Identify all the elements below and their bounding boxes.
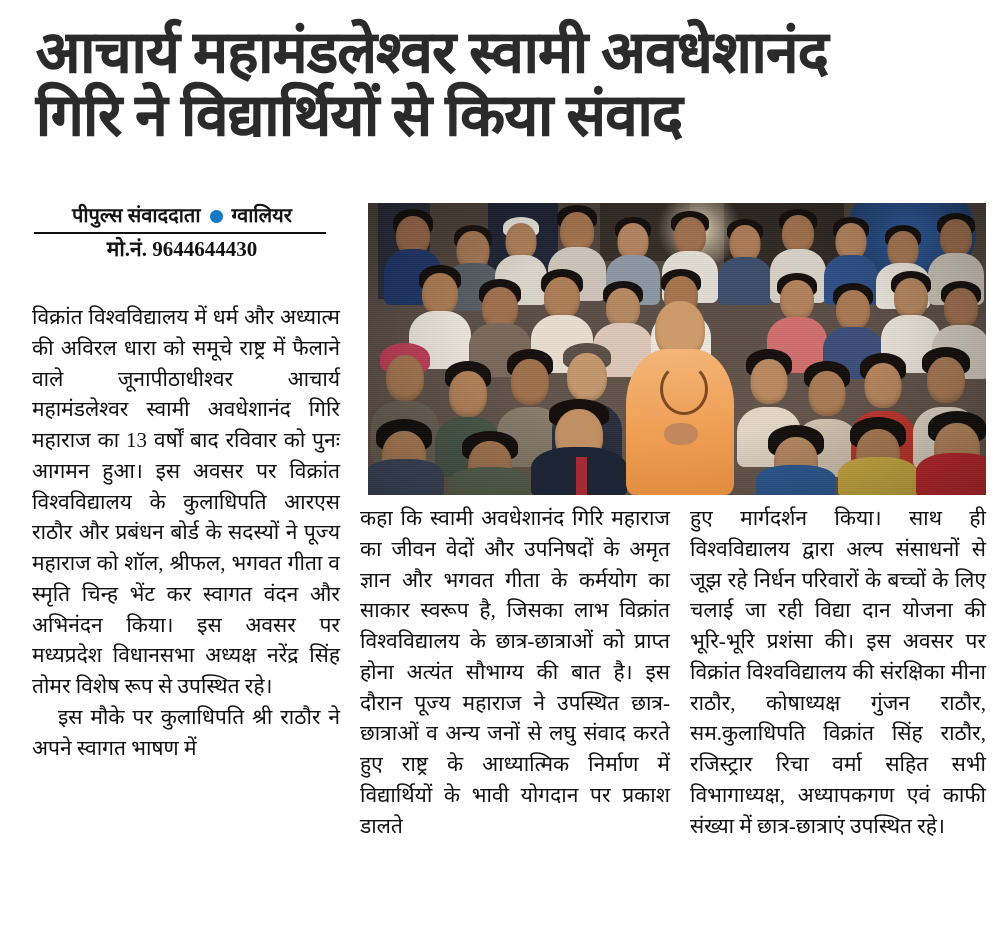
paragraph: कहा कि स्वामी अवधेशानंद गिरि महाराज का जीवन वेदों और उपनिषदों के अमृत ज्ञान और भगवत गीता के कर्मयोग का साकार स्वरूप है, जिसका लाभ विक्रांत विश्वविद्यालय के छात्र-छात्राओं को प्राप्त होना अत्यंत सौभाग्य की बात है। इस दौरान पूज्य महाराज ने उपस्थित छात्र-छात्राओं व अन्य जनों से लघु संवाद करते हुए राष्ट्र के आध्यात्मिक निर्माण में विद्यार्थियों के भावी योगदान पर प्रकाश डालते — [360, 506, 670, 838]
byline-divider — [34, 232, 326, 234]
article-column-1 — [32, 302, 340, 763]
byline — [34, 205, 330, 261]
paragraph: विक्रांत विश्वविद्यालय में धर्म और अध्यात्म की अविरल धारा को समूचे राष्ट्र में फैलाने वाले जूनापीठाधीश्वर आचार्य महामंडलेश्वर स्वामी अवधेशानंद गिरि महाराज का 13 वर्षों बाद रविवार को पुनः आगमन हुआ। इस अवसर पर विक्रांत विश्वविद्यालय के कुलाधिपति आरएस राठौर और प्रबंधन बोर्ड के सदस्यों ने पूज्य महाराज को शॉल, श्रीफल, भगवत गीता व स्मृति चिन्ह भेंट कर स्वागत वंदन और अभिनंदन किया। इस अवसर पर मध्यप्रदेश विधानसभा अध्यक्ष नरेंद्र सिंह तोमर विशेष रूप से उपस्थित रहे। — [32, 305, 340, 698]
headline-line-2: गिरि ने विद्यार्थियों से किया संवाद — [36, 83, 683, 149]
byline-phone: मो.नं. 9644644430 — [106, 237, 258, 261]
paragraph: हुए मार्गदर्शन किया। साथ ही विश्वविद्यालय द्वारा अल्प संसाधनों से जूझ रहे निर्धन परिवारों के बच्चों के लिए चलाई जा रही विद्या दान योजना की भूरि-भूरि प्रशंसा की। इस अवसर पर विक्रांत विश्वविद्यालय की संरक्षिका मीना राठौर, कोषाध्यक्ष गुंजन राठौर, सम.कुलाधिपति विक्रांत सिंह राठौर, रजिस्ट्रार रिचा वर्मा सहित सभी विभागाध्यक्ष, अध्यापकगण एवं काफी संख्या में छात्र-छात्राएं उपस्थित रहे। — [690, 506, 986, 838]
article-column-2 — [360, 503, 670, 841]
news-photo — [368, 203, 986, 495]
byline-location: ग्वालियर — [231, 205, 292, 227]
byline-source: पीपुल्स संवाददाता — [72, 205, 201, 227]
photo-scene — [368, 203, 986, 495]
article-column-3 — [690, 503, 986, 841]
byline-separator-dot-icon — [210, 210, 223, 223]
headline-line-1: आचार्य महामंडलेश्वर स्वामी अवधेशानंद — [36, 20, 829, 85]
byline-row — [34, 205, 330, 227]
page-title — [36, 20, 986, 149]
paragraph: इस मौके पर कुलाधिपति श्री राठौर ने अपने स्वागत भाषण में — [32, 704, 340, 760]
